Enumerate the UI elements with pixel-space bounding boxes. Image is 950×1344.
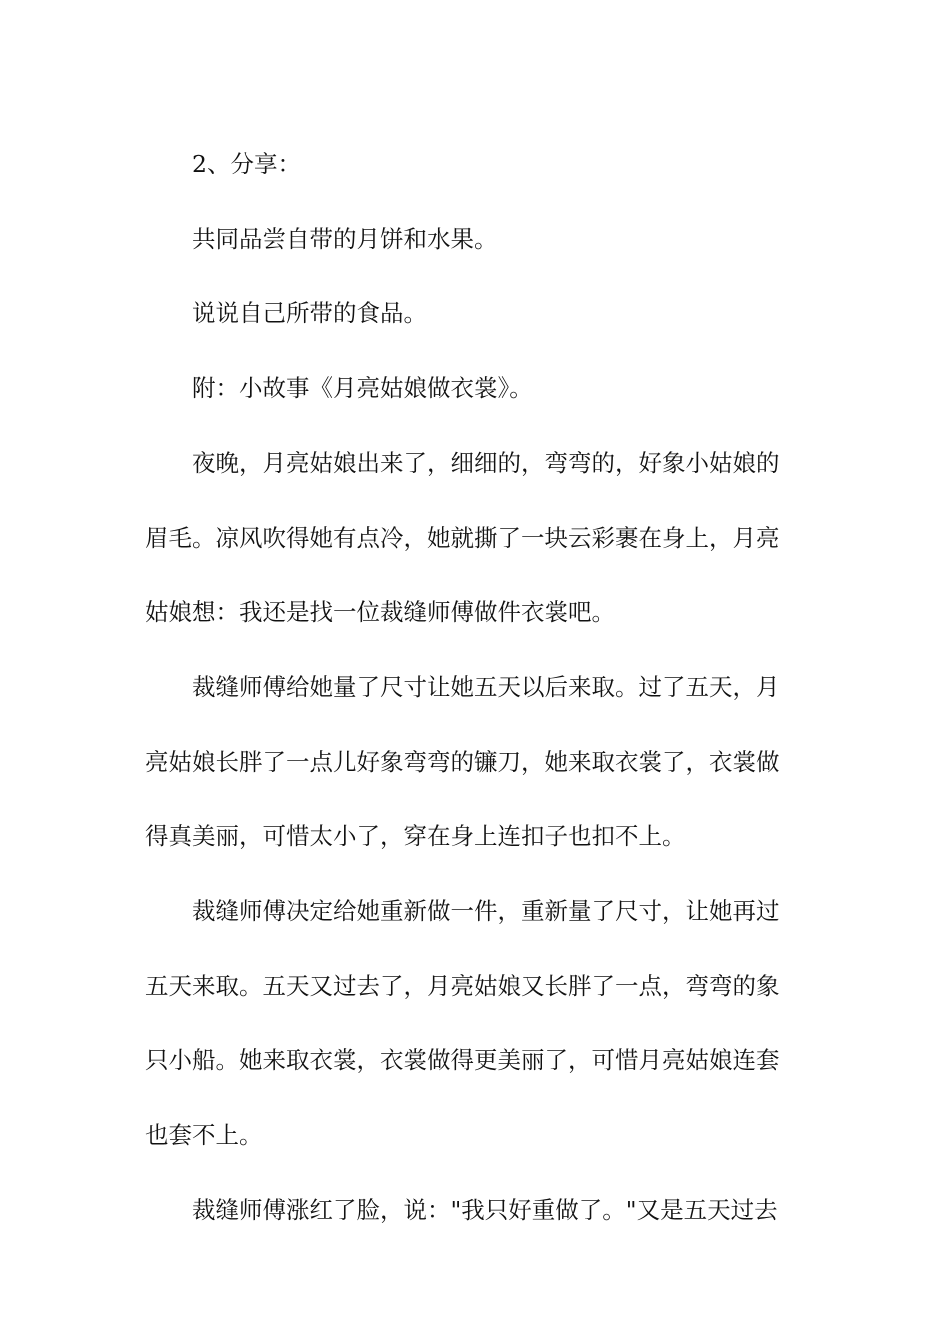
text-line: 夜晚，月亮姑娘出来了，细细的，弯弯的，好象小姑娘的 [192, 448, 780, 477]
text-line: 说说自己所带的食品。 [192, 299, 427, 328]
text-line: 裁缝师傅涨红了脸，说："我只好重做了。"又是五天过去 [192, 1195, 778, 1224]
text-line: 得真美丽，可惜太小了，穿在身上连扣子也扣不上。 [145, 822, 686, 851]
paragraph-story-1 [145, 426, 805, 650]
paragraph-story-2 [145, 650, 805, 874]
text-line: 附：小故事《月亮姑娘做衣裳》。 [192, 374, 533, 403]
text-line: 亮姑娘长胖了一点儿好象弯弯的镰刀，她来取衣裳了，衣裳做 [145, 747, 780, 776]
text-line: 眉毛。凉风吹得她有点冷，她就撕了一块云彩裹在身上，月亮 [145, 523, 780, 552]
text-line: 只小船。她来取衣裳，衣裳做得更美丽了，可惜月亮姑娘连套 [145, 1046, 780, 1075]
text-line: 裁缝师傅给她量了尺寸让她五天以后来取。过了五天，月 [192, 672, 780, 701]
paragraph-taste-mooncakes [145, 202, 805, 277]
text-line: 五天来取。五天又过去了，月亮姑娘又长胖了一点，弯弯的象 [145, 971, 780, 1000]
paragraph-talk-food [145, 276, 805, 351]
text-line: 也套不上。 [145, 1121, 263, 1150]
text-line: 共同品尝自带的月饼和水果。 [192, 224, 498, 253]
paragraph-share-heading [145, 127, 805, 202]
text-line: 姑娘想：我还是找一位裁缝师傅做件衣裳吧。 [145, 598, 615, 627]
paragraph-story-title [145, 351, 805, 426]
paragraph-story-3 [145, 874, 805, 1173]
text-line: 裁缝师傅决定给她重新做一件，重新量了尺寸，让她再过 [192, 897, 780, 926]
text-line: 2、分享： [192, 150, 301, 178]
paragraph-story-4 [145, 1173, 805, 1248]
document-body [145, 127, 805, 1248]
